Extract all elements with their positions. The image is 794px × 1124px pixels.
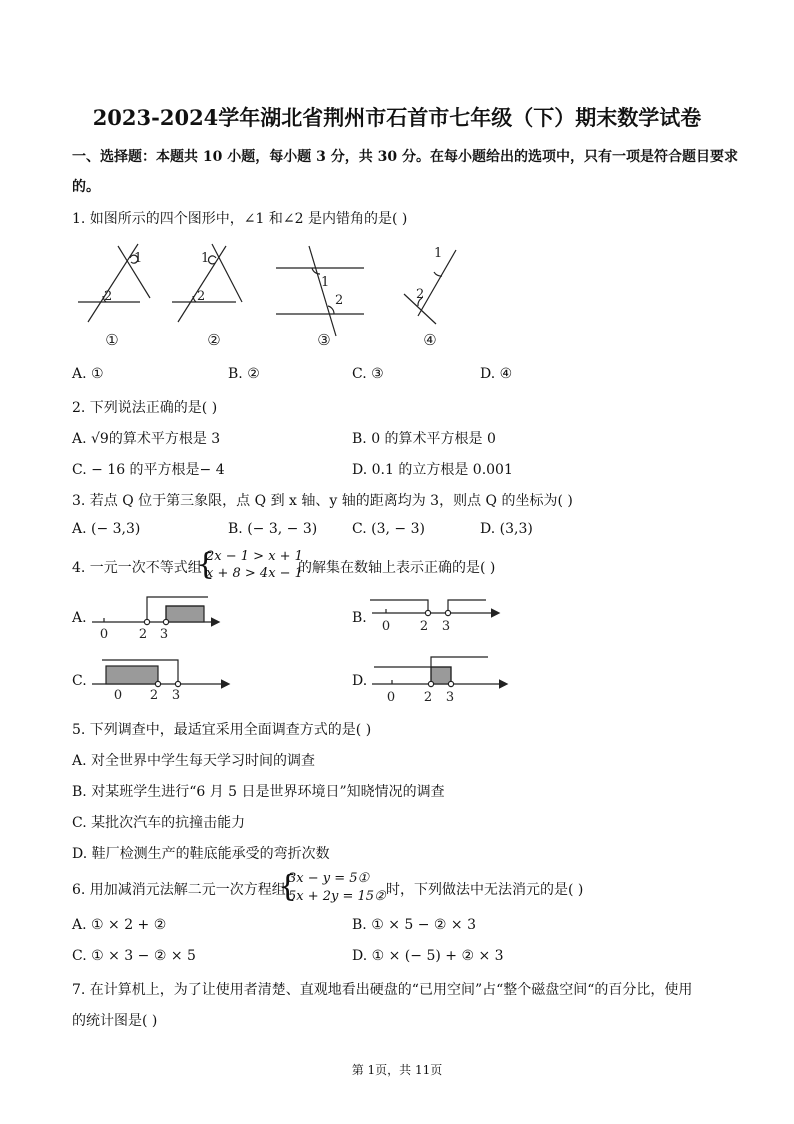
figure-2-caption: ② [207, 331, 221, 349]
question-4-option-d: D. [352, 673, 368, 689]
question-6-brace: { [278, 869, 298, 904]
number-line-b [370, 600, 498, 616]
figure-3-angle-1-label: 1 [321, 275, 330, 290]
question-4-inequality-2: x + 8 > 4x − 1 [206, 566, 303, 581]
question-4-stem-start: 4. 一元一次不等式组 [72, 560, 202, 576]
question-3-option-b: B. (− 3, − 3) [228, 521, 318, 537]
question-4-brace: { [196, 547, 216, 582]
axis-d-tick-3: 3 [445, 690, 455, 705]
question-5-option-b: B. 对某班学生进行“6 月 5 日是世界环境日”知晓情况的调查 [72, 784, 445, 800]
question-4-option-a: A. [72, 610, 87, 626]
figure-2-angle-2-label: 2 [197, 289, 206, 304]
number-line-a [92, 597, 218, 625]
axis-b-tick-3: 3 [441, 619, 451, 634]
question-4-option-b: B. [352, 610, 367, 626]
axis-a-tick-0: 0 [99, 627, 109, 642]
page-footer: 第 1页，共 11页 [351, 1063, 443, 1077]
question-5-option-c: C. 某批次汽车的抗撞击能力 [72, 815, 246, 831]
question-4-option-c: C. [72, 673, 87, 689]
question-1-option-b: B. ② [228, 366, 260, 382]
figure-2-angle-1-label: 1 [201, 251, 210, 266]
question-3-stem: 3. 若点 Q 位于第三象限，点 Q 到 x 轴、y 轴的距离均为 3，则点 Q 的坐标为( ) [72, 493, 573, 509]
figure-3-caption: ③ [317, 331, 331, 349]
question-6-option-d: D. ① × (− 5) + ② × 3 [352, 948, 504, 964]
axis-d-tick-2: 2 [423, 690, 433, 705]
axis-a-tick-3: 3 [159, 627, 169, 642]
figure-1-angle-1-label: 1 [134, 251, 143, 266]
figure-1-angle-2-label: 2 [104, 289, 113, 304]
figure-4-angle-2-label: 2 [416, 287, 425, 302]
question-2-option-a: A. √9的算术平方根是 3 [72, 431, 221, 447]
question-3-option-d: D. (3,3) [480, 521, 533, 537]
question-6-option-b: B. ① × 5 − ② × 3 [352, 917, 476, 933]
question-3-option-c: C. (3, − 3) [352, 521, 425, 537]
question-5-option-a: A. 对全世界中学生每天学习时间的调查 [72, 753, 316, 769]
question-4-inequality-1: 2x − 1 > x + 1 [206, 549, 303, 564]
figure-4-angle-1-label: 1 [434, 246, 443, 261]
question-1-stem: 1. 如图所示的四个图形中，∠1 和∠2 是内错角的是( ) [72, 211, 408, 227]
figure-1-caption: ① [105, 331, 119, 349]
axis-a-tick-2: 2 [138, 627, 148, 642]
question-6-option-a: A. ① × 2 + ② [72, 917, 167, 933]
question-2-option-c: C. − 16 的平方根是− 4 [72, 462, 225, 478]
question-2-option-d: D. 0.1 的立方根是 0.001 [352, 462, 513, 478]
figure-3-angle-2-label: 2 [335, 293, 344, 308]
axis-c-tick-3: 3 [171, 688, 181, 703]
question-1-option-a: A. ① [72, 366, 104, 382]
question-1-option-d: D. ④ [480, 366, 513, 382]
page-title: 2023-2024学年湖北省荆州市石首市七年级（下）期末数学试卷 [92, 105, 702, 130]
question-3-option-a: A. (− 3,3) [72, 521, 141, 537]
question-7-stem-continued: 的统计图是( ) [72, 1013, 158, 1029]
question-6-stem-start: 6. 用加减消元法解二元一次方程组 [72, 882, 286, 898]
question-2-option-b: B. 0 的算术平方根是 0 [352, 431, 496, 447]
question-6-equation-2: 5x + 2y = 15② [288, 889, 386, 904]
figure-4-caption: ④ [423, 331, 437, 349]
question-6-option-c: C. ① × 3 − ② × 5 [72, 948, 196, 964]
question-6-stem-end: 时，下列做法中无法消元的是( ) [386, 882, 584, 898]
number-line-d [372, 657, 506, 687]
question-7-stem: 7. 在计算机上，为了让使用者清楚、直观地看出硬盘的“已用空间”占“整个磁盘空间“的百分比，使用 [72, 982, 693, 998]
question-1-option-c: C. ③ [352, 366, 384, 382]
axis-b-tick-2: 2 [419, 619, 429, 634]
question-2-stem: 2. 下列说法正确的是( ) [72, 400, 218, 416]
question-5-option-d: D. 鞋厂检测生产的鞋底能承受的弯折次数 [72, 846, 330, 862]
section-heading: 一、选择题：本题共 10 小题，每小题 3 分，共 30 分。在每小题给出的选项中，只有一项是符合题目要求 [72, 149, 738, 165]
axis-c-tick-2: 2 [149, 688, 159, 703]
section-heading-continued: 的。 [72, 179, 100, 195]
question-4-stem-end: 的解集在数轴上表示正确的是( ) [298, 560, 496, 576]
axis-d-tick-0: 0 [386, 690, 396, 705]
question-5-stem: 5. 下列调查中，最适宜采用全面调查方式的是( ) [72, 722, 372, 738]
axis-b-tick-0: 0 [381, 619, 391, 634]
question-6-equation-1: 3x − y = 5① [288, 871, 370, 886]
axis-c-tick-0: 0 [113, 688, 123, 703]
number-line-c [92, 660, 228, 687]
